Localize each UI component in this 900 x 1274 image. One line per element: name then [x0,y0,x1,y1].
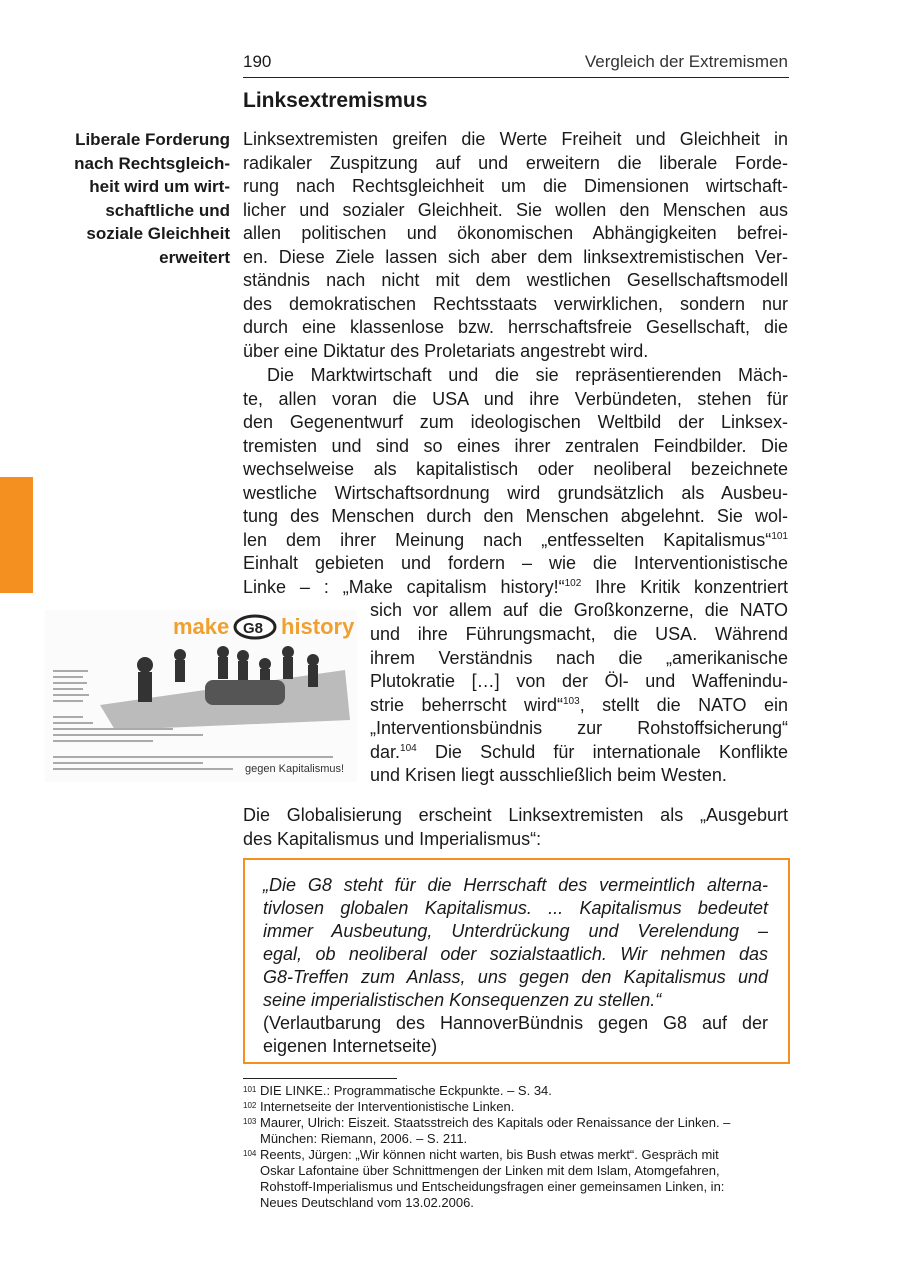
footnote-line: Internetseite der Interventionistische Linken. [260,1099,515,1114]
text-line [370,764,788,788]
text-segment: Linksextremisten greifen die Werte Freiheit und Gleichheit in [243,129,788,149]
footnote-line: Reents, Jürgen: „Wir können nicht warten, bis Bush etwas merkt“. Gespräch mit [260,1147,719,1162]
text-line [243,552,788,576]
footnote-line: Maurer, Ulrich: Eiszeit. Staatsstreich des Kapitals oder Renaissance der Linken. – [260,1115,731,1130]
text-segment: über eine Diktatur des Proletariats angestrebt wird. [243,340,649,361]
text-segment: en. Diese Ziele lassen sich aber dem linksextremistischen Ver- [243,246,788,267]
text-line [370,694,788,718]
text-line [243,364,788,388]
quote-line: G8-Treffen zum Anlass, uns gegen den Kapitalismus und [263,967,768,987]
text-segment: Linke – : „Make capitalism history!“ [243,576,565,597]
poster-slogan: gegen Kapitalismus! [245,763,345,775]
margin-note-line: heit wird um wirt- [89,177,230,196]
text-line [243,316,788,340]
text-segment: „Interventionsbündnis zur Rohstoffsicherung“ [370,718,788,739]
footnote: 102 Internetseite der Interventionistische Linken. [243,1099,793,1115]
text-line [243,505,788,529]
text-line [243,804,788,828]
footnote-ref: 102 [564,577,582,589]
text-segment: und Krisen liegt ausschließlich beim Westen. [370,765,727,786]
footnote-line: Oskar Lafontaine über Schnittmengen der Linken mit dem Islam, Atomgefahren, [260,1163,720,1178]
logo-history: history [281,614,355,639]
paragraph-1 [243,128,788,363]
text-segment: westliche Wirtschaftsordnung wird grundsätzlich als Ausbeu- [243,482,788,503]
text-line [243,828,788,852]
footnotes [243,1083,793,1211]
header-rule [243,77,789,78]
text-segment: radikaler Zuspitzung auf und erweitern die liberale Forde- [243,152,788,173]
text-segment: rung nach Rechtsgleichheit um die Dimensionen wirtschaft- [243,176,788,197]
margin-note-line: nach Rechtsgleich- [74,153,230,173]
make-g8-history-poster-image [45,610,357,782]
section-title: Linksextremismus [243,89,428,112]
footnote-line: DIE LINKE.: Programmatische Eckpunkte. – S. 34. [260,1083,552,1098]
text-line [243,411,788,435]
text-segment: Die Marktwirtschaft und die sie repräsentierenden Mäch- [267,365,788,385]
text-segment: wechselweise als kapitalistisch oder neoliberal bezeichnete [243,459,788,480]
page-number: 190 [243,52,272,71]
quote-text [263,874,768,1058]
margin-note-line: erweitert [159,247,230,267]
footnote-ref: 103 [563,695,580,707]
footnote-line: Neues Deutschland vom 13.02.2006. [260,1195,474,1210]
text-segment: sich vor allem auf die Großkonzerne, die NATO [370,600,788,621]
margin-note-line: schaftliche und [105,200,230,220]
logo-g8: G8 [243,620,264,637]
text-segment: tremisten und sind so eines ihrer zentralen Feindbilder. Die [243,435,788,456]
paragraph-3 [243,804,788,851]
text-line [370,647,788,671]
text-segment: Ihre Kritik konzentriert [581,576,789,597]
logo-make: make [173,614,230,639]
running-head: Vergleich der Extremismen [584,52,788,71]
quote-line: egal, ob neoliberal oder sozialstaatlich. Wir nehmen das [263,944,768,964]
text-line [243,435,788,459]
text-segment: len dem ihrer Meinung nach „entfesselten Kapitalismus“ [243,529,772,550]
text-line [370,670,788,694]
text-line [243,482,788,506]
text-line [243,340,788,364]
text-segment: Einhalt gebieten und fordern – wie die Interventionistische [243,553,788,574]
text-line [243,576,788,600]
quote-line: „Die G8 steht für die Herrschaft des vermeintlich alterna- [263,875,768,895]
text-line [243,246,788,270]
footnote: 103 Maurer, Ulrich: Eiszeit. Staatsstreich des Kapitals oder Renaissance der Linken. – München: Riemann, 2006. – S. 211. [243,1115,793,1147]
quote-source-line: (Verlautbarung des HannoverBündnis gegen G8 auf der [263,1013,768,1033]
text-segment: Die Globalisierung erscheint Linksextremisten als „Ausgeburt [243,805,788,825]
text-line [243,128,788,152]
text-segment: Plutokratie […] von der Öl- und Waffenindu- [370,671,788,692]
text-segment: tung des Menschen durch den Menschen abgelehnt. Sie wol- [243,506,788,527]
text-segment: durch eine klassenlose bzw. herrschaftsfreie Gesellschaft, die [243,317,788,338]
text-segment: strie beherrscht wird“ [370,694,563,715]
footnote: 101 DIE LINKE.: Programmatische Eckpunkte. – S. 34. [243,1083,793,1099]
footnote-line: Rohstoff-Imperialismus und Entscheidungsfragen einer gemeinsamen Linken, in: [260,1179,725,1194]
text-segment: den Gegenentwurf zum ideologischen Weltbild der Linksex- [243,412,788,433]
text-line [243,175,788,199]
quote-box [243,858,790,1064]
text-segment: ihrem Verständnis nach die „amerikanische [370,647,788,668]
text-segment: licher und sozialer Gleichheit. Sie wollen den Menschen aus [243,199,788,220]
text-segment: des demokratischen Rechtsstaats verwirklichen, sondern nur [243,293,788,314]
footnote-line: München: Riemann, 2006. – S. 211. [260,1131,468,1146]
text-line [370,717,788,741]
footnote: 104 Reents, Jürgen: „Wir können nicht warten, bis Bush etwas merkt“. Gespräch mit Oskar Lafontaine über Schnittmengen der Linken mit dem Islam, Atomgefahren, Rohstoff-Imperialismus und Entscheidungsfragen einer gemeinsamen Linken, in: Neues Deutschland vom 13.02.2006. [243,1147,793,1211]
text-segment: und ihre Führungsmacht, die USA. Während [370,624,788,645]
quote-line: immer Ausbeutung, Unterdrückung und Verelendung – [263,921,768,941]
text-segment: des Kapitalismus und Imperialismus“: [243,828,542,849]
quote-line: seine imperialistischen Konsequenzen zu stellen.“ [263,990,662,1010]
text-line [243,293,788,317]
text-line [370,623,788,647]
text-line [370,599,788,623]
text-line [243,222,788,246]
text-line [243,458,788,482]
text-line [243,269,788,293]
text-segment: te, allen voran die USA und ihre Verbündeten, stehen für [243,388,788,409]
text-line [243,388,788,412]
text-segment: dar. [370,741,401,762]
margin-note-line: soziale Gleichheit [86,224,230,243]
text-segment: ständnis nach nicht mit dem westlichen Gesellschaftsmodell [243,270,788,291]
margin-note-line: Liberale Forderung [75,130,230,149]
footnote-ref: 104 [400,742,417,754]
quote-line: tivlosen globalen Kapitalismus. ... Kapitalismus bedeutet [263,898,768,918]
text-line [243,199,788,223]
chapter-tab-marker [0,477,33,593]
text-segment: , stellt die NATO ein [579,694,788,715]
quote-source-line: eigenen Internetseite) [263,1036,438,1056]
text-line [370,741,788,765]
footnote-rule [243,1078,397,1079]
text-line [243,529,788,553]
text-line [243,152,788,176]
footnote-ref: 101 [771,530,788,542]
text-segment: Die Schuld für internationale Konflikte [416,741,788,762]
margin-note [74,128,230,269]
text-segment: allen politischen und ökonomischen Abhängigkeiten befrei- [243,223,788,244]
